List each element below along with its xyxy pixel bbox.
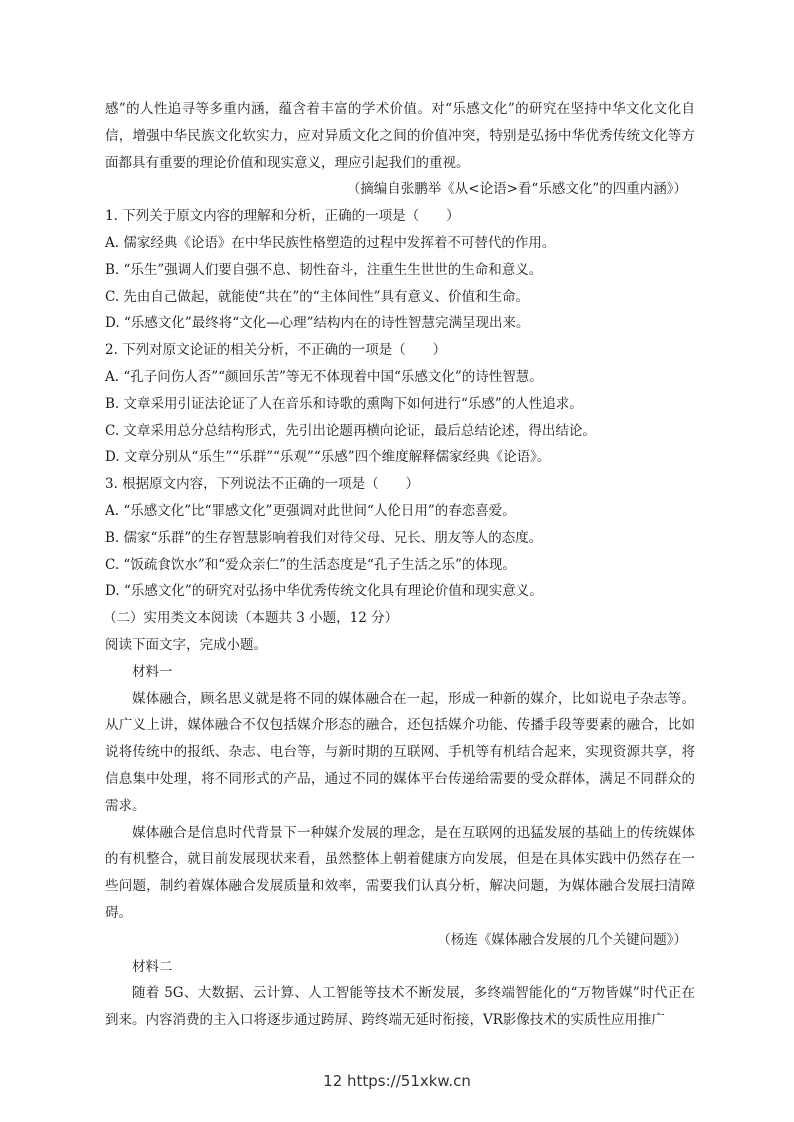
question-option: C. 先由自己做起，就能使“共在”的“主体间性”具有意义、价值和生命。 — [105, 288, 530, 305]
question-stem: 3. 根据原文内容，下列说法不正确的一项是（ ） — [105, 476, 420, 493]
question-option: B. “乐生”强调人们要自强不息、韧性奋斗，注重生生世世的生命和意义。 — [105, 261, 543, 278]
material-1-source: （杨连《媒体融合发展的几个关键问题》） — [437, 931, 687, 948]
question-option: C. “饭疏食饮水”和“爱众亲仁”的生活态度是“孔子生活之乐”的体现。 — [105, 556, 516, 573]
section-heading: （二）实用类文本阅读（本题共 3 小题，12 分） — [103, 610, 399, 627]
intro-source: （摘编自张鹏举《从<论语>看“乐感文化”的四重内涵》） — [346, 181, 687, 198]
page-footer: 12 https://51xkw.cn — [323, 1072, 471, 1090]
question-option: D. “乐感文化”的研究对弘扬中华优秀传统文化具有理论价值和现实意义。 — [105, 583, 543, 600]
question-3 — [105, 471, 695, 605]
document-page — [105, 96, 695, 1034]
question-option: A. “乐感文化”比“罪感文化”更强调对此世间“人伦日用”的春恋喜爱。 — [105, 502, 516, 519]
question-1 — [105, 203, 695, 337]
question-stem: 2. 下列对原文论证的相关分析，不正确的一项是（ ） — [105, 342, 447, 359]
question-option: D. 文章分别从“乐生”“乐群”“乐观”“乐感”四个维度解释儒家经典《论语》。 — [105, 449, 551, 466]
intro-paragraph: 感”的人性追寻等多重内涵，蕴含着丰富的学术价值。对“乐感文化”的研究在坚持中华文化文化自信，增强中华民族文化软实力，应对异质文化之间的价值冲突，特别是弘扬中华优秀传统文化等方面都具有重要的理论价值和现实意义，理应引起我们的重视。 — [105, 101, 695, 171]
material-1-paragraph-2: 媒体融合是信息时代背景下一种媒介发展的理念，是在互联网的迅猛发展的基础上的传统媒体的有机整合，就目前发展现状来看，虽然整体上朝着健康方向发展，但是在具体实践中仍然存在一些问题，制约着媒体融合发展质量和效率，需要我们认真分析，解决问题，为媒体融合发展扫清障碍。 — [105, 824, 695, 921]
material-1-paragraph-1: 媒体融合，顾名思义就是将不同的媒体融合在一起，形成一种新的媒介，比如说电子杂志等。从广义上讲，媒体融合不仅包括媒介形态的融合，还包括媒介功能、传播手段等要素的融合，比如说将传统中的报纸、杂志、电台等，与新时期的互联网、手机等有机结合起来，实现资源共享，将信息集中处理，将不同形式的产品，通过不同的媒体平台传递给需要的受众群体，满足不同群众的需求。 — [105, 690, 695, 814]
question-option: A. “孔子问伤人否”“颜回乐苦”等无不体现着中国“乐感文化”的诗性智慧。 — [105, 368, 543, 385]
material-1-label: 材料一 — [132, 663, 173, 680]
question-option: D. “乐感文化”最终将“文化—心理”结构内在的诗性智慧完满呈现出来。 — [105, 315, 530, 332]
question-option: B. 文章采用引证法论证了人在音乐和诗歌的熏陶下如何进行“乐感”的人性追求。 — [105, 395, 583, 412]
question-option: B. 儒家“乐群”的生存智慧影响着我们对待父母、兄长、朋友等人的态度。 — [105, 529, 543, 546]
section-instruction: 阅读下面文字，完成小题。 — [105, 636, 267, 653]
material-2-paragraph-1: 随着 5G、大数据、云计算、人工智能等技术不断发展，多终端智能化的“万物皆媒”时代正在到来。内容消费的主入口将逐步通过跨屏、跨终端无延时衔接，VR影像技术的实质性应用推广 — [105, 985, 695, 1029]
material-2-label: 材料二 — [132, 958, 173, 975]
question-option: C. 文章采用总分总结构形式，先引出论题再横向论证，最后总结论述，得出结论。 — [105, 422, 596, 439]
question-2 — [105, 337, 695, 471]
question-option: A. 儒家经典《论语》在中华民族性格塑造的过程中发挥着不可替代的作用。 — [105, 234, 556, 251]
question-stem: 1. 下列关于原文内容的理解和分析，正确的一项是（ ） — [105, 208, 460, 225]
